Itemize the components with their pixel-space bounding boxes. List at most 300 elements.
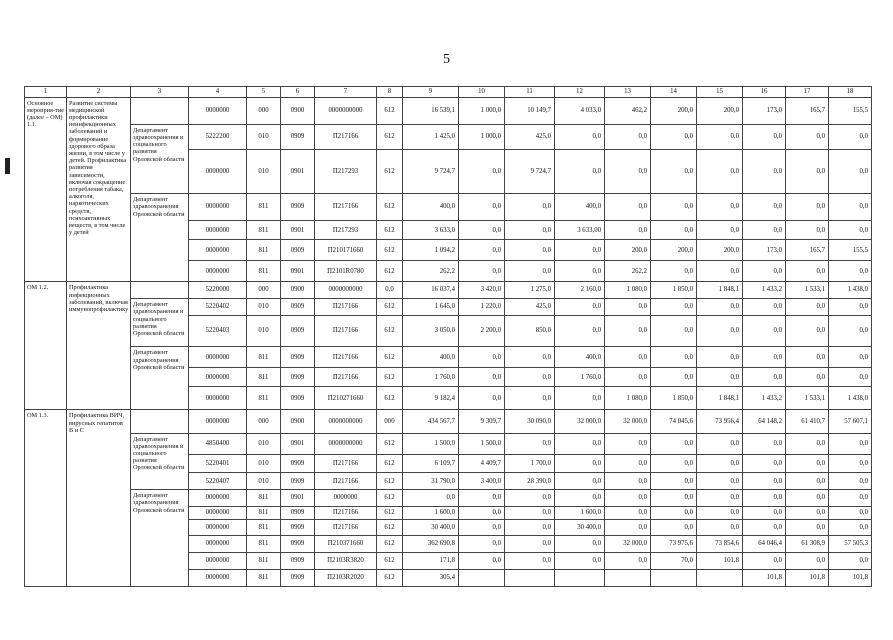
data-cell: 200,0: [697, 240, 743, 261]
data-cell: 262,2: [403, 261, 459, 282]
data-cell: 5220407: [189, 473, 247, 490]
data-cell: 0,0: [555, 490, 605, 507]
data-cell: П217166: [315, 347, 377, 368]
data-cell: 4 033,0: [555, 97, 605, 124]
data-cell: 0,0: [651, 507, 697, 520]
data-cell: 0,0: [505, 221, 555, 240]
data-cell: П217166: [315, 315, 377, 347]
data-cell: 0,0: [651, 150, 697, 194]
data-cell: 200,0: [697, 97, 743, 124]
data-cell: 0909: [281, 240, 315, 261]
column-header: 2: [67, 87, 131, 98]
data-cell: 010: [247, 315, 281, 347]
data-cell: 0000000: [189, 221, 247, 240]
data-cell: П217166: [315, 473, 377, 490]
data-cell: 0,0: [555, 454, 605, 473]
executor-cell: Департамент здравоохранения и социального развития Орловской области: [131, 124, 189, 193]
data-cell: 0,0: [555, 387, 605, 410]
data-cell: 101,8: [743, 569, 786, 586]
data-cell: 612: [377, 221, 403, 240]
data-cell: 811: [247, 221, 281, 240]
data-cell: 165,7: [786, 240, 829, 261]
data-cell: 0,0: [697, 315, 743, 347]
table-row: [25, 282, 872, 299]
data-cell: 1 533,1: [786, 387, 829, 410]
data-cell: 0909: [281, 536, 315, 553]
data-cell: 5220402: [189, 299, 247, 316]
data-cell: 0900: [281, 97, 315, 124]
data-cell: 811: [247, 507, 281, 520]
data-cell: П217166: [315, 519, 377, 536]
data-cell: 0909: [281, 507, 315, 520]
table-body: [25, 87, 872, 587]
data-cell: П217166: [315, 124, 377, 149]
data-cell: 0901: [281, 490, 315, 507]
data-cell: 0,0: [605, 299, 651, 316]
data-cell: 1 850,0: [651, 282, 697, 299]
data-cell: 612: [377, 536, 403, 553]
data-cell: 0,0: [605, 433, 651, 454]
data-cell: 155,5: [829, 97, 872, 124]
data-cell: 0000000000: [315, 97, 377, 124]
data-cell: 0,0: [829, 490, 872, 507]
data-cell: 0000000: [189, 553, 247, 570]
data-cell: 811: [247, 569, 281, 586]
data-cell: 0,0: [459, 240, 505, 261]
data-cell: 9 724,7: [403, 150, 459, 194]
data-cell: 3 400,0: [459, 473, 505, 490]
data-cell: П2101R0780: [315, 261, 377, 282]
column-header: 9: [403, 87, 459, 98]
column-header: 14: [651, 87, 697, 98]
data-cell: 0000000000: [315, 433, 377, 454]
table-row: [25, 299, 872, 316]
data-cell: 0000000: [189, 519, 247, 536]
data-cell: 0000000: [189, 261, 247, 282]
executor-cell: Департамент здравоохранения и социального развития Орловской области: [131, 433, 189, 490]
column-header: 8: [377, 87, 403, 98]
data-cell: 0,0: [505, 240, 555, 261]
data-cell: 0,0: [505, 536, 555, 553]
data-cell: 0,0: [697, 261, 743, 282]
data-cell: 64 148,2: [743, 410, 786, 433]
data-cell: 171,8: [403, 553, 459, 570]
data-cell: 0,0: [555, 150, 605, 194]
data-cell: 16 037,4: [403, 282, 459, 299]
data-cell: 1 080,0: [605, 387, 651, 410]
data-cell: 0,0: [605, 454, 651, 473]
data-cell: 0,0: [829, 519, 872, 536]
data-cell: 612: [377, 507, 403, 520]
data-cell: 173,0: [743, 97, 786, 124]
executor-cell: [131, 282, 189, 299]
data-cell: 1 600,0: [403, 507, 459, 520]
data-cell: 73 854,6: [697, 536, 743, 553]
data-cell: 0,0: [377, 282, 403, 299]
data-cell: 1 760,0: [555, 368, 605, 387]
data-cell: 0901: [281, 150, 315, 194]
data-cell: 0,0: [605, 507, 651, 520]
data-cell: 0,0: [605, 368, 651, 387]
column-header: 1: [25, 87, 67, 98]
data-cell: П217166: [315, 368, 377, 387]
table-row: [25, 490, 872, 507]
data-cell: 1 533,1: [786, 282, 829, 299]
data-cell: 0000000: [189, 368, 247, 387]
column-header: 18: [829, 87, 872, 98]
data-cell: 0,0: [829, 433, 872, 454]
data-cell: П217166: [315, 454, 377, 473]
measure-code: ОМ 1.3.: [25, 410, 67, 587]
column-header: 4: [189, 87, 247, 98]
column-header: 16: [743, 87, 786, 98]
column-header: 6: [281, 87, 315, 98]
data-cell: 9 309,7: [459, 410, 505, 433]
data-cell: П217166: [315, 194, 377, 221]
data-cell: 0,0: [459, 194, 505, 221]
data-cell: 0,0: [786, 553, 829, 570]
data-cell: 0,0: [743, 261, 786, 282]
data-cell: 811: [247, 261, 281, 282]
data-cell: 3 420,0: [459, 282, 505, 299]
data-cell: 0,0: [651, 299, 697, 316]
data-cell: 0,0: [743, 507, 786, 520]
data-cell: 4 409,7: [459, 454, 505, 473]
data-cell: 0,0: [459, 553, 505, 570]
data-cell: 0,0: [786, 507, 829, 520]
data-cell: 0000000000: [315, 282, 377, 299]
data-cell: П217166: [315, 507, 377, 520]
data-cell: [605, 569, 651, 586]
column-header: 12: [555, 87, 605, 98]
data-cell: 200,0: [605, 240, 651, 261]
data-cell: 5220403: [189, 315, 247, 347]
table-row: [25, 410, 872, 433]
data-cell: 0901: [281, 261, 315, 282]
data-cell: 31 790,0: [403, 473, 459, 490]
data-cell: 811: [247, 347, 281, 368]
data-cell: 305,4: [403, 569, 459, 586]
data-cell: 2 200,0: [459, 315, 505, 347]
table-row: [25, 97, 872, 124]
data-cell: 57 505,3: [829, 536, 872, 553]
data-cell: 0,0: [651, 261, 697, 282]
data-cell: 0,0: [459, 387, 505, 410]
data-cell: 612: [377, 124, 403, 149]
data-cell: 0,0: [786, 150, 829, 194]
data-cell: 3 050,0: [403, 315, 459, 347]
data-cell: 1 094,2: [403, 240, 459, 261]
data-cell: 0909: [281, 299, 315, 316]
data-cell: 0,0: [697, 507, 743, 520]
data-cell: 32 000,0: [555, 410, 605, 433]
data-cell: 0000000: [315, 490, 377, 507]
data-cell: 74 045,6: [651, 410, 697, 433]
data-cell: 0,0: [651, 347, 697, 368]
data-cell: 30 400,0: [403, 519, 459, 536]
executor-cell: [131, 410, 189, 433]
data-cell: 0,0: [743, 454, 786, 473]
data-cell: 1 000,0: [459, 124, 505, 149]
data-cell: 0,0: [555, 124, 605, 149]
data-cell: 000: [247, 282, 281, 299]
data-cell: 0,0: [829, 507, 872, 520]
data-cell: 0,0: [605, 553, 651, 570]
data-cell: 0,0: [605, 315, 651, 347]
data-cell: 1 275,0: [505, 282, 555, 299]
data-cell: 200,0: [651, 240, 697, 261]
data-cell: 5220401: [189, 454, 247, 473]
data-cell: П2103R2020: [315, 569, 377, 586]
data-cell: 1 433,2: [743, 387, 786, 410]
data-cell: 9 182,4: [403, 387, 459, 410]
data-cell: 0,0: [459, 221, 505, 240]
data-cell: 0,0: [403, 490, 459, 507]
data-cell: 811: [247, 368, 281, 387]
data-cell: 0,0: [651, 490, 697, 507]
budget-table: [24, 86, 872, 587]
data-cell: 0,0: [786, 433, 829, 454]
data-cell: 0,0: [743, 194, 786, 221]
data-cell: 010: [247, 454, 281, 473]
data-cell: 612: [377, 368, 403, 387]
data-cell: 0,0: [605, 150, 651, 194]
data-cell: 3 633,00: [555, 221, 605, 240]
data-cell: 0,0: [605, 473, 651, 490]
data-cell: 0,0: [697, 124, 743, 149]
data-cell: 0,0: [605, 490, 651, 507]
data-cell: 0,0: [786, 519, 829, 536]
data-cell: 200,0: [651, 97, 697, 124]
data-cell: 612: [377, 240, 403, 261]
data-cell: 0,0: [505, 368, 555, 387]
data-cell: 0,0: [555, 299, 605, 316]
data-cell: 0909: [281, 553, 315, 570]
data-cell: 0,0: [743, 553, 786, 570]
data-cell: 0,0: [829, 315, 872, 347]
data-cell: [651, 569, 697, 586]
data-cell: 0,0: [743, 315, 786, 347]
data-cell: 612: [377, 454, 403, 473]
executor-cell: Департамент здравоохранения Орловской области: [131, 490, 189, 587]
data-cell: 0,0: [459, 490, 505, 507]
data-cell: 101,8: [697, 553, 743, 570]
data-cell: 0,0: [505, 553, 555, 570]
data-cell: 0,0: [555, 240, 605, 261]
data-cell: 0900: [281, 282, 315, 299]
table-row: [25, 194, 872, 221]
data-cell: 811: [247, 536, 281, 553]
data-cell: 0,0: [555, 473, 605, 490]
data-cell: 0000000: [189, 490, 247, 507]
data-cell: 612: [377, 433, 403, 454]
data-cell: 0,0: [786, 261, 829, 282]
measure-name: Профилактика ВИЧ, вирусных гепатитов В и С: [67, 410, 131, 587]
data-cell: 0,0: [651, 124, 697, 149]
data-cell: 0,0: [605, 347, 651, 368]
column-header: 10: [459, 87, 505, 98]
data-cell: 32 000,0: [605, 410, 651, 433]
column-header: 5: [247, 87, 281, 98]
data-cell: 000: [377, 410, 403, 433]
data-cell: 0,0: [555, 261, 605, 282]
data-cell: 9 724,7: [505, 150, 555, 194]
data-cell: 0000000: [189, 536, 247, 553]
data-cell: 28 390,0: [505, 473, 555, 490]
data-cell: 0,0: [651, 194, 697, 221]
executor-cell: Департамент здравоохранения и социального развития Орловской области: [131, 299, 189, 347]
data-cell: П210371660: [315, 536, 377, 553]
data-cell: П210171660: [315, 240, 377, 261]
data-cell: 0909: [281, 368, 315, 387]
data-cell: 165,7: [786, 97, 829, 124]
data-cell: 400,0: [403, 347, 459, 368]
data-cell: 0,0: [743, 519, 786, 536]
data-cell: 000: [247, 410, 281, 433]
measure-name: Развитие системы медицинской профилактики неинфекционных заболеваний и формирование здорового образа жизни, в том числе у детей. Профилактика развития зависимости, включая сокращение потребления табака, алкоголя, наркотических средств, психоактивных веществ, в том числе у детей: [67, 97, 131, 282]
data-cell: 1 220,0: [459, 299, 505, 316]
data-cell: 0,0: [459, 150, 505, 194]
data-cell: 30 090,0: [505, 410, 555, 433]
data-cell: 0,0: [651, 221, 697, 240]
data-cell: П217166: [315, 299, 377, 316]
data-cell: 811: [247, 519, 281, 536]
executor-cell: Департамент здравоохранения Орловской области: [131, 194, 189, 282]
data-cell: 0000000: [189, 97, 247, 124]
data-cell: 1 080,0: [605, 282, 651, 299]
data-cell: 1 850,0: [651, 387, 697, 410]
data-cell: 101,8: [829, 569, 872, 586]
data-cell: 0,0: [605, 221, 651, 240]
data-cell: 0901: [281, 221, 315, 240]
data-cell: 32 000,0: [605, 536, 651, 553]
data-cell: 4850400: [189, 433, 247, 454]
data-cell: 0,0: [829, 261, 872, 282]
table-row: [25, 347, 872, 368]
data-cell: [459, 569, 505, 586]
data-cell: 0,0: [651, 433, 697, 454]
data-cell: 0,0: [786, 124, 829, 149]
data-cell: 0,0: [829, 473, 872, 490]
data-cell: 0909: [281, 347, 315, 368]
data-cell: 0,0: [743, 221, 786, 240]
data-cell: 612: [377, 150, 403, 194]
data-cell: 400,0: [555, 194, 605, 221]
data-cell: 612: [377, 194, 403, 221]
data-cell: 0,0: [697, 519, 743, 536]
data-cell: 61 410,7: [786, 410, 829, 433]
data-cell: П217293: [315, 221, 377, 240]
data-cell: 0,0: [786, 315, 829, 347]
measure-name: Профилактика инфекционных заболеваний, включая иммунопрофилактику: [67, 282, 131, 410]
data-cell: 0000000: [189, 240, 247, 261]
data-cell: 0900: [281, 410, 315, 433]
data-cell: 64 046,4: [743, 536, 786, 553]
data-cell: 612: [377, 569, 403, 586]
data-cell: 0909: [281, 387, 315, 410]
data-cell: 0,0: [743, 490, 786, 507]
data-cell: П217293: [315, 150, 377, 194]
data-cell: 0,0: [697, 221, 743, 240]
data-cell: 1 425,0: [403, 124, 459, 149]
data-cell: 010: [247, 433, 281, 454]
data-cell: 0,0: [829, 150, 872, 194]
data-cell: [505, 569, 555, 586]
data-cell: 811: [247, 387, 281, 410]
data-cell: 0,0: [555, 433, 605, 454]
data-cell: 612: [377, 553, 403, 570]
column-header: 7: [315, 87, 377, 98]
data-cell: 462,2: [605, 97, 651, 124]
data-cell: 0,0: [555, 315, 605, 347]
data-cell: 2 160,0: [555, 282, 605, 299]
data-cell: 0,0: [459, 536, 505, 553]
data-cell: 1 848,1: [697, 282, 743, 299]
column-header: 13: [605, 87, 651, 98]
data-cell: 1 500,0: [459, 433, 505, 454]
data-cell: 0909: [281, 454, 315, 473]
data-cell: 850,0: [505, 315, 555, 347]
data-cell: 400,0: [555, 347, 605, 368]
data-cell: 000: [247, 97, 281, 124]
data-cell: 0,0: [459, 507, 505, 520]
data-cell: 612: [377, 299, 403, 316]
data-cell: 0,0: [829, 221, 872, 240]
data-cell: 0,0: [743, 347, 786, 368]
data-cell: 0,0: [651, 315, 697, 347]
table-row: [25, 433, 872, 454]
data-cell: 30 400,0: [555, 519, 605, 536]
data-cell: 400,0: [403, 194, 459, 221]
data-cell: 0000000: [189, 410, 247, 433]
data-cell: 0,0: [743, 473, 786, 490]
data-cell: 434 567,7: [403, 410, 459, 433]
data-cell: 425,0: [505, 299, 555, 316]
data-cell: 73 975,6: [651, 536, 697, 553]
data-cell: 0,0: [829, 454, 872, 473]
data-cell: [697, 569, 743, 586]
data-cell: 0,0: [786, 221, 829, 240]
data-cell: 1 600,0: [555, 507, 605, 520]
data-cell: 0909: [281, 569, 315, 586]
data-cell: 0,0: [829, 299, 872, 316]
data-cell: 612: [377, 387, 403, 410]
data-cell: 0,0: [555, 553, 605, 570]
data-cell: 0909: [281, 315, 315, 347]
page-number: 5: [443, 52, 450, 67]
data-cell: 1 700,0: [505, 454, 555, 473]
data-cell: 57 607,1: [829, 410, 872, 433]
data-cell: [555, 569, 605, 586]
column-header: 15: [697, 87, 743, 98]
data-cell: 0,0: [743, 433, 786, 454]
data-cell: 0,0: [743, 299, 786, 316]
data-cell: 0,0: [786, 347, 829, 368]
data-cell: 0,0: [786, 454, 829, 473]
data-cell: 0,0: [786, 490, 829, 507]
column-header: 3: [131, 87, 189, 98]
data-cell: 0,0: [459, 368, 505, 387]
data-cell: 811: [247, 240, 281, 261]
data-cell: 0,0: [743, 368, 786, 387]
data-cell: 0000000: [189, 347, 247, 368]
binding-mark: [5, 158, 10, 174]
data-cell: 0,0: [505, 261, 555, 282]
data-cell: 5222200: [189, 124, 247, 149]
table-row: [25, 124, 872, 149]
data-cell: 0,0: [743, 150, 786, 194]
measure-code: Основное мероприя-тие (далее – ОМ) 1.1.: [25, 97, 67, 282]
